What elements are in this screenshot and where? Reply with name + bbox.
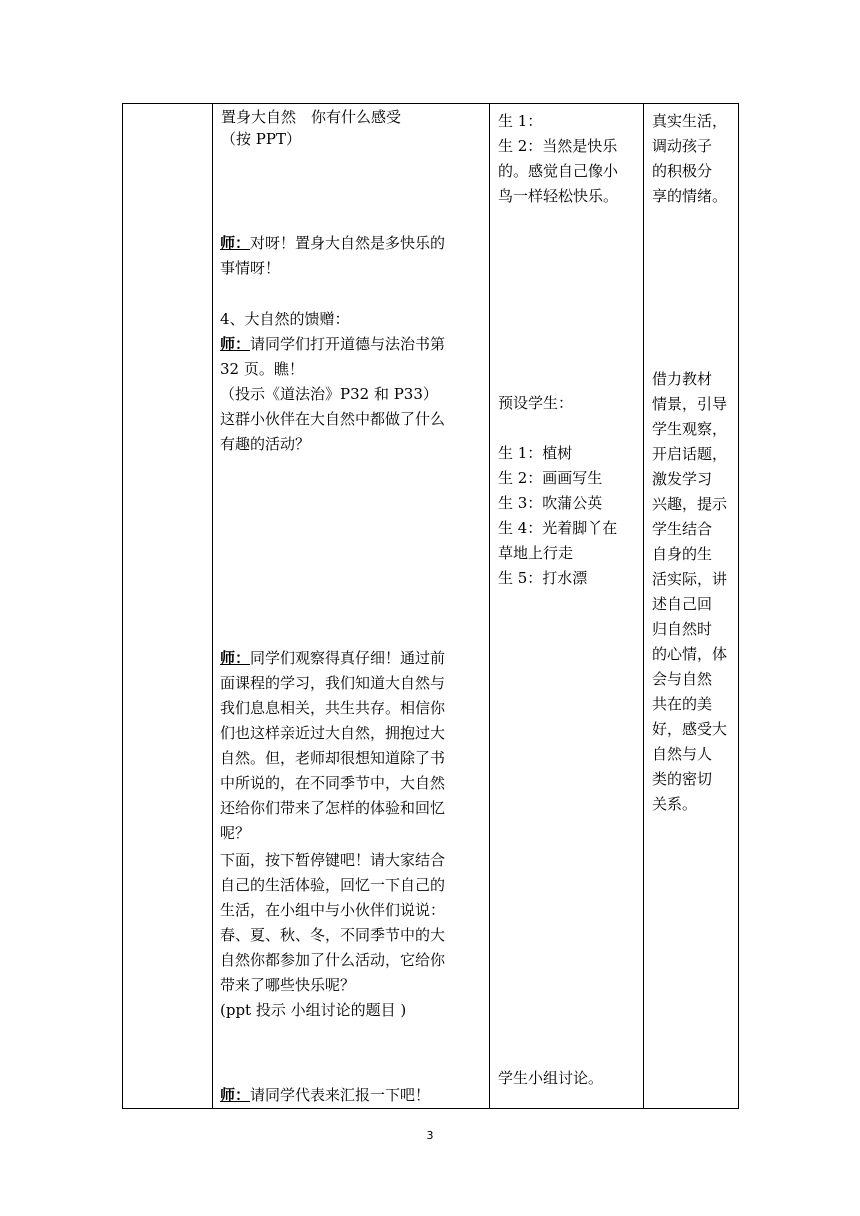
teacher-text-line: 下面，按下暂停键吧！请大家结合: [220, 851, 446, 869]
student-response-line: 生 5：打水漂: [498, 569, 588, 587]
design-intent-line: 类的密切: [652, 770, 713, 788]
design-intent-line: 真实生活，: [652, 112, 728, 130]
teacher-speech-line: 呢？: [220, 824, 251, 842]
teacher-text-line: 置身大自然 你有什么感受: [221, 108, 402, 126]
design-intent-line: 激发学习: [652, 470, 713, 488]
table-top-border: [122, 103, 738, 104]
teacher-speech-text: 请同学们打开道德与法治书第: [250, 335, 446, 353]
table-border-col2: [489, 103, 490, 1109]
teacher-speech-line: （投示《道法治》P32 和 P33）: [220, 385, 438, 403]
teacher-speech-line: 自然。但，老师却很想知道除了书: [220, 749, 446, 767]
teacher-speech-text: 对呀！置身大自然是多快乐的: [250, 234, 446, 252]
design-intent-line: 兴趣，提示: [652, 495, 728, 513]
teacher-speech-line: 们也这样亲近过大自然，拥抱过大: [220, 724, 446, 742]
teacher-speech-line: [220, 334, 445, 354]
design-intent-line: 调动孩子: [652, 137, 713, 155]
teacher-speech-line: 中所说的，在不同季节中，大自然: [220, 774, 446, 792]
design-intent-line: 的心情，体: [652, 645, 728, 663]
student-response-line: 学生小组讨论。: [498, 1069, 604, 1087]
table-border-col1: [212, 103, 213, 1109]
student-response-line: 鸟一样轻松快乐。: [498, 187, 619, 205]
design-intent-line: 情景，引导: [652, 395, 728, 413]
student-response-line: 生 3：吹蒲公英: [498, 494, 603, 512]
table-border-left: [122, 103, 123, 1109]
design-intent-line: 开启话题，: [652, 445, 728, 463]
teacher-text-line: 自己的生活体验，回忆一下自己的: [220, 876, 446, 894]
table-border-col3: [643, 103, 644, 1109]
design-intent-line: 学生观察，: [652, 420, 728, 438]
teacher-label: 师：: [220, 1086, 251, 1104]
teacher-speech-text: 请同学代表来汇报一下吧！: [250, 1086, 431, 1104]
teacher-speech-text: 同学们观察得真仔细！通过前: [250, 649, 446, 667]
student-response-line: 生 1：植树: [498, 444, 573, 462]
teacher-text-line: 春、夏、秋、冬，不同季节中的大: [220, 926, 446, 944]
section-heading: 4、大自然的馈赠：: [220, 310, 350, 328]
teacher-text-line: 带来了哪些快乐呢？: [220, 976, 356, 994]
student-response-line: 生 2：当然是快乐: [498, 137, 618, 155]
teacher-speech-line: 面课程的学习，我们知道大自然与: [220, 674, 446, 692]
teacher-label: 师：: [220, 335, 251, 353]
design-intent-line: 会与自然: [652, 670, 713, 688]
student-response-line: 生 4：光着脚丫在: [498, 519, 618, 537]
design-intent-line: 共在的美: [652, 695, 713, 713]
design-intent-line: 好，感受大: [652, 720, 728, 738]
student-response-line: 草地上行走: [498, 544, 574, 562]
teacher-text-line: 生活，在小组中与小伙伴们说说：: [220, 901, 446, 919]
design-intent-line: 述自己回: [652, 595, 713, 613]
design-intent-line: 借力教材: [652, 370, 713, 388]
table-border-right: [738, 103, 739, 1109]
design-intent-line: 学生结合: [652, 520, 713, 538]
student-response-line: 生 2：画画写生: [498, 469, 603, 487]
design-intent-line: 自身的生: [652, 545, 713, 563]
student-response-line: 预设学生：: [498, 394, 574, 412]
teacher-speech-line: 我们息息相关，共生共存。相信你: [220, 699, 446, 717]
student-response-line: 的。感觉自己像小: [498, 162, 619, 180]
teacher-speech-line: [220, 233, 445, 253]
design-intent-line: 归自然时: [652, 620, 713, 638]
teacher-speech-line: 事情呀！: [220, 259, 281, 277]
teacher-speech-line: [220, 648, 445, 668]
teacher-speech-line: 还给你们带来了怎样的体验和回忆: [220, 799, 446, 817]
teacher-label: 师：: [220, 649, 251, 667]
design-intent-line: 活实际，讲: [652, 570, 728, 588]
design-intent-line: 的积极分: [652, 162, 713, 180]
teacher-speech-line: [220, 1085, 430, 1105]
teacher-speech-line: 32 页。瞧！: [220, 360, 304, 378]
teacher-label: 师：: [220, 234, 251, 252]
page-number: 3: [426, 1129, 434, 1142]
teacher-speech-line: 这群小伙伴在大自然中都做了什么: [220, 410, 446, 428]
teacher-speech-line: 有趣的活动？: [220, 435, 311, 453]
design-intent-line: 享的情绪。: [652, 187, 728, 205]
teacher-text-line: (ppt 投示 小组讨论的题目 ): [220, 1001, 407, 1019]
table-bottom-border: [122, 1108, 738, 1109]
teacher-text-line: （按 PPT）: [221, 130, 301, 148]
design-intent-line: 关系。: [652, 795, 698, 813]
design-intent-line: 自然与人: [652, 745, 713, 763]
teacher-text-line: 自然你都参加了什么活动，它给你: [220, 951, 446, 969]
student-response-line: 生 1：: [498, 112, 543, 130]
